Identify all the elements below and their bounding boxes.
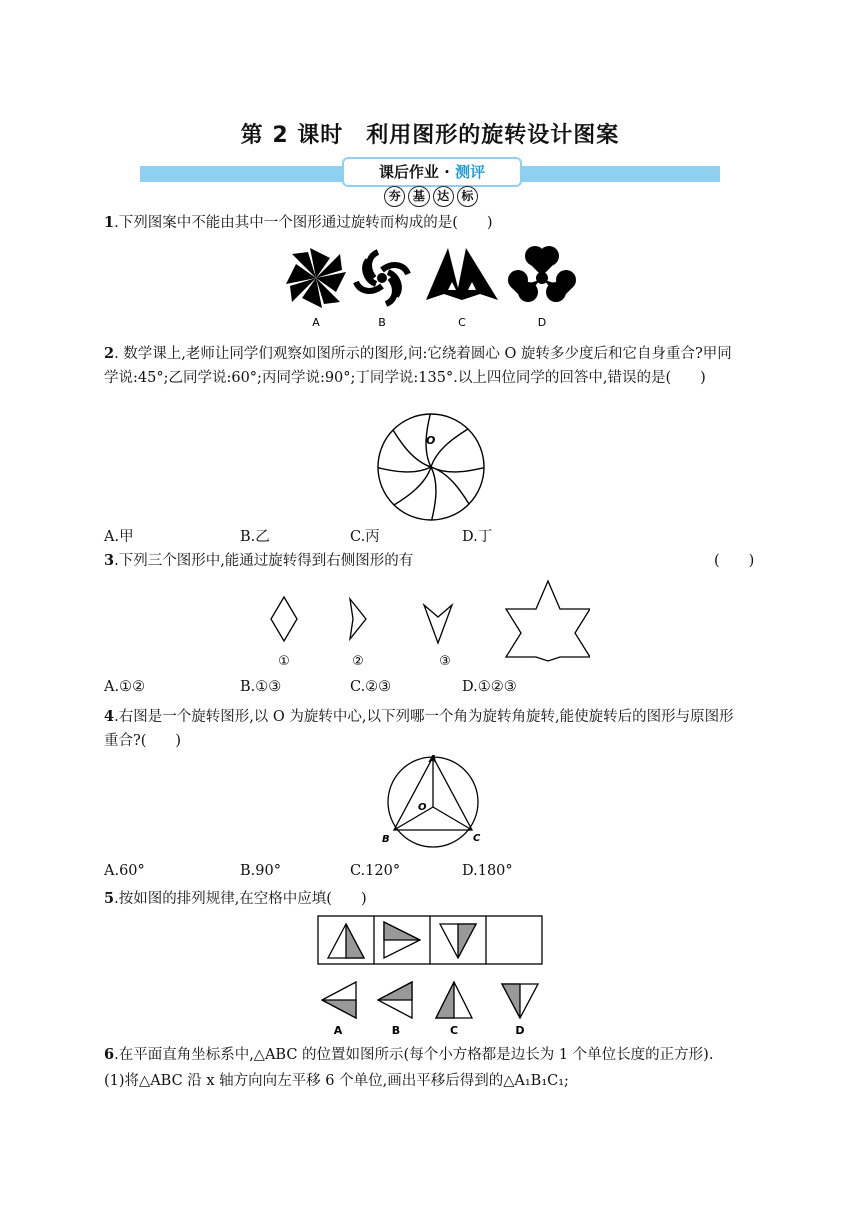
q4-label-o: O [418,802,427,813]
q4-label-c: C [473,833,481,844]
q5-label-c: C [449,1024,459,1037]
subtag-char: 夯 [384,186,405,207]
question-4 [104,705,764,753]
q4-option-a: A.60° [104,863,145,879]
q3-figures [260,575,590,671]
q2-center-label: O [426,434,436,447]
question-number: 6 [104,1046,115,1063]
q3-label-3: ③ [439,654,451,669]
subtag-char: 基 [408,186,429,207]
q1-figure-b [356,252,408,304]
q5-label-a: A [333,1024,343,1037]
q3-kite [350,599,366,639]
q1-figure-d [508,246,576,302]
q5-sequence-boxes [316,914,544,968]
q1-figures [280,242,580,334]
question-text: .下列图案中不能由其中一个图形通过旋转而构成的是( ) [114,215,493,231]
q3-option-b: B.①③ [240,679,282,695]
question-text-line2: 重合?( ) [104,733,182,749]
q4-option-b: B.90° [240,863,281,879]
q3-rhombus [271,597,297,641]
q4-label-a: A [429,754,437,765]
question-text: . 数学课上,老师让同学们观察如图所示的图形,问:它绕着圆心 O 旋转多少度后和它自身重合?甲同 [114,346,732,362]
question-3 [104,549,764,573]
q3-paren: ( ) [714,553,755,569]
q3-label-1: ① [278,654,290,669]
subtag-char: 标 [457,186,478,207]
q3-option-a: A.①② [104,679,146,695]
q2-option-c: C.丙 [350,529,380,545]
q1-label-b: B [378,316,386,329]
q1-label-d: D [537,316,547,329]
q3-option-d: D.①②③ [462,679,517,695]
banner-left: 课后作业 · [378,163,456,181]
q2-option-a: A.甲 [104,529,134,545]
question-2 [104,342,764,390]
q1-label-c: C [458,316,466,329]
question-text: .下列三个图形中,能通过旋转得到右侧图形的有 [114,553,414,569]
question-text: .按如图的排列规律,在空格中应填( ) [114,891,367,907]
q1-label-a: A [312,316,320,329]
question-number: 2 [104,345,115,362]
q1-figure-a [286,248,346,308]
q5-label-d: D [515,1024,525,1037]
question-6-sub1: (1)将△ABC 沿 x 轴方向向左平移 6 个单位,画出平移后得到的△A₁B₁C₁; [104,1073,569,1089]
q1-figure-c [426,248,498,300]
question-text: .在平面直角坐标系中,△ABC 的位置如图所示(每个小方格都是边长为 1 个单位长度的正方形). [114,1047,714,1063]
page-title: 第 2 课时 利用图形的旋转设计图案 [240,123,620,148]
q4-label-b: B [382,834,390,845]
question-number: 5 [104,890,115,907]
question-6 [104,1043,764,1067]
q2-option-d: D.丁 [462,529,493,545]
q5-label-b: B [391,1024,401,1037]
q3-label-2: ② [352,654,364,669]
banner-right: 测评 [455,163,486,181]
subtag-char: 达 [433,186,454,207]
question-1 [104,211,764,235]
q3-option-c: C.②③ [350,679,392,695]
q4-option-d: D.180° [462,863,513,879]
q2-circle-figure [374,410,488,524]
section-banner [342,157,522,187]
section-subtag [384,186,478,206]
question-text: .右图是一个旋转图形,以 O 为旋转中心,以下列哪一个角为旋转角旋转,能使旋转后的图形与原图形 [114,709,734,725]
q3-arrowhead [424,605,452,643]
question-5 [104,887,764,911]
q5-options [316,978,544,1038]
q4-triangle-figure [372,750,496,850]
q3-star [506,581,590,661]
question-text-line2: 学说:45°;乙同学说:60°;丙同学说:90°;丁同学说:135°.以上四位同学的回答中,错误的是( ) [104,370,706,386]
question-number: 3 [104,552,115,569]
question-number: 1 [104,214,115,231]
q2-option-b: B.乙 [240,529,270,545]
q4-option-c: C.120° [350,863,401,879]
question-number: 4 [104,708,115,725]
